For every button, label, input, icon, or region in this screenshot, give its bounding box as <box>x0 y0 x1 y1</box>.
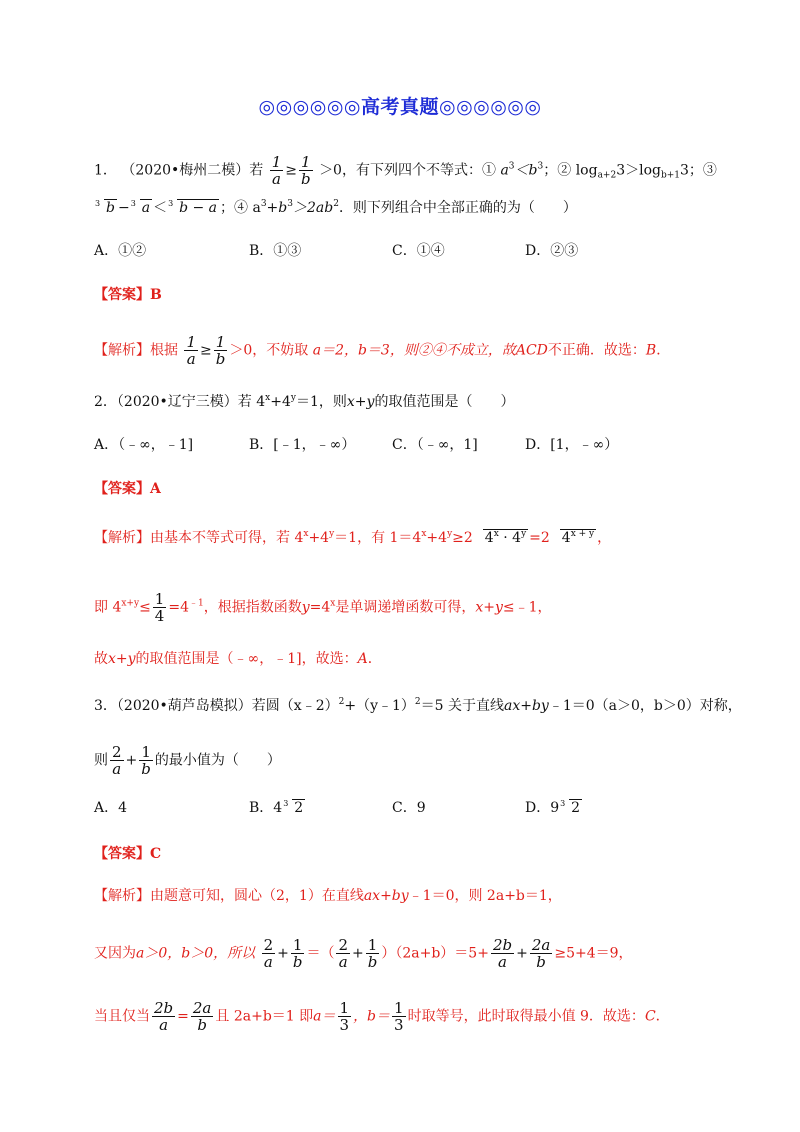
q3-analysis-line-3: 当且仅当 $\frac{2b}{a}$ = $\frac{2a}{b}$ 且 2a+b＝1 即a＝ $\frac{1}{3}$ ，b＝ $\frac{1}{3}$ 时取等号，此时取得最小值 9．故选：C． <box>94 999 670 1034</box>
q3-analysis-line-1: 【解析】由题意可知，圆心（2，1）在直线ax+by﹣1＝0，则 2a+b＝1， <box>94 888 562 904</box>
question-3-line-2: 则 $\frac{2}{a}$ + $\frac{1}{b}$ 的最小值为（ ） <box>94 743 281 778</box>
q2-option-d: D．[1，﹣∞） <box>525 437 619 453</box>
q3-option-a: A．4 <box>94 800 128 816</box>
q1-answer: 【答案】B <box>94 287 162 303</box>
q3-option-c: C．9 <box>392 800 426 816</box>
q2-analysis-line-2: 即 $4^{x+y}\le$ $\frac{1}{4}$ $=4^{﹣1}$，根据指数函数$y=4^x$是单调递增函数可得，x+y≤﹣1， <box>94 590 552 625</box>
question-number: 1． <box>94 162 117 179</box>
q1-option-b: B．①③ <box>249 243 302 259</box>
q3-option-b: B．4 3 2 <box>249 799 304 816</box>
q2-analysis-line-1: 【解析】由基本不等式可得，若 $4^x+4^y=1$，有 $1=4^x+4^y\ge 2$ $4^x \cdot 4^y =2$ $4^{x + y}$ ， <box>94 529 612 546</box>
q2-analysis-line-3: 故x+y的取值范围是（﹣∞，﹣1]，故选：A． <box>94 651 382 667</box>
q1-analysis: 【解析】根据 $\frac{1}{a}$ ≥ $\frac{1}{b}$ ＞0，不妨取 a＝2，b＝3，则②④不成立，故ACD不正确．故选：B． <box>94 333 671 368</box>
question-1-line-2: 3 b − 3 a ＜ 3 b − a ；④ $a^3+b^3>2ab^2$．则下列组合中全部正确的为（ ） <box>95 199 577 216</box>
q3-option-d: D．9 3 2 <box>525 799 581 816</box>
page-title: ◎◎◎◎◎◎高考真题◎◎◎◎◎◎ <box>258 96 542 118</box>
q3-analysis-line-2: 又因为a＞0，b＞0，所以 $\frac{2}{a}$ + $\frac{1}{b}$ ＝（ $\frac{2}{a}$ + $\frac{1}{b}$ ）（2a+b）＝5+ $\frac{2b}{a}$ + $\frac{2a}{b}$ ≥5+4＝9， <box>94 936 633 971</box>
q2-answer: 【答案】A <box>94 481 161 497</box>
question-3-line-1: 3．（2020•葫芦岛模拟）若圆（x﹣2）$^2$+（y﹣1）$^2$＝5 关于直线ax+by﹣1＝0（a＞0，b＞0）对称， <box>94 697 742 714</box>
question-1-line-1: 1． （2020•梅州二模）若 $\frac{1}{a}$ ≥ $\frac{1}{b}$ ＞0，有下列四个不等式：① $a^3<b^3$；② $\log_{a+2}3>\log_{b+1}3$；③ <box>94 153 717 188</box>
q1-option-d: D．②③ <box>525 243 579 259</box>
q2-option-a: A．（﹣∞，﹣1] <box>94 437 194 453</box>
q3-answer: 【答案】C <box>94 846 162 862</box>
q1-option-c: C．①④ <box>392 243 445 259</box>
q2-option-c: C．（﹣∞，1] <box>392 437 478 453</box>
question-2-stem: 2．（2020•辽宁三模）若 $4^x+4^y=1$，则x+y的取值范围是（ ） <box>94 393 515 410</box>
q1-option-a: A．①② <box>94 243 147 259</box>
q2-option-b: B．[﹣1，﹣∞） <box>249 437 356 453</box>
